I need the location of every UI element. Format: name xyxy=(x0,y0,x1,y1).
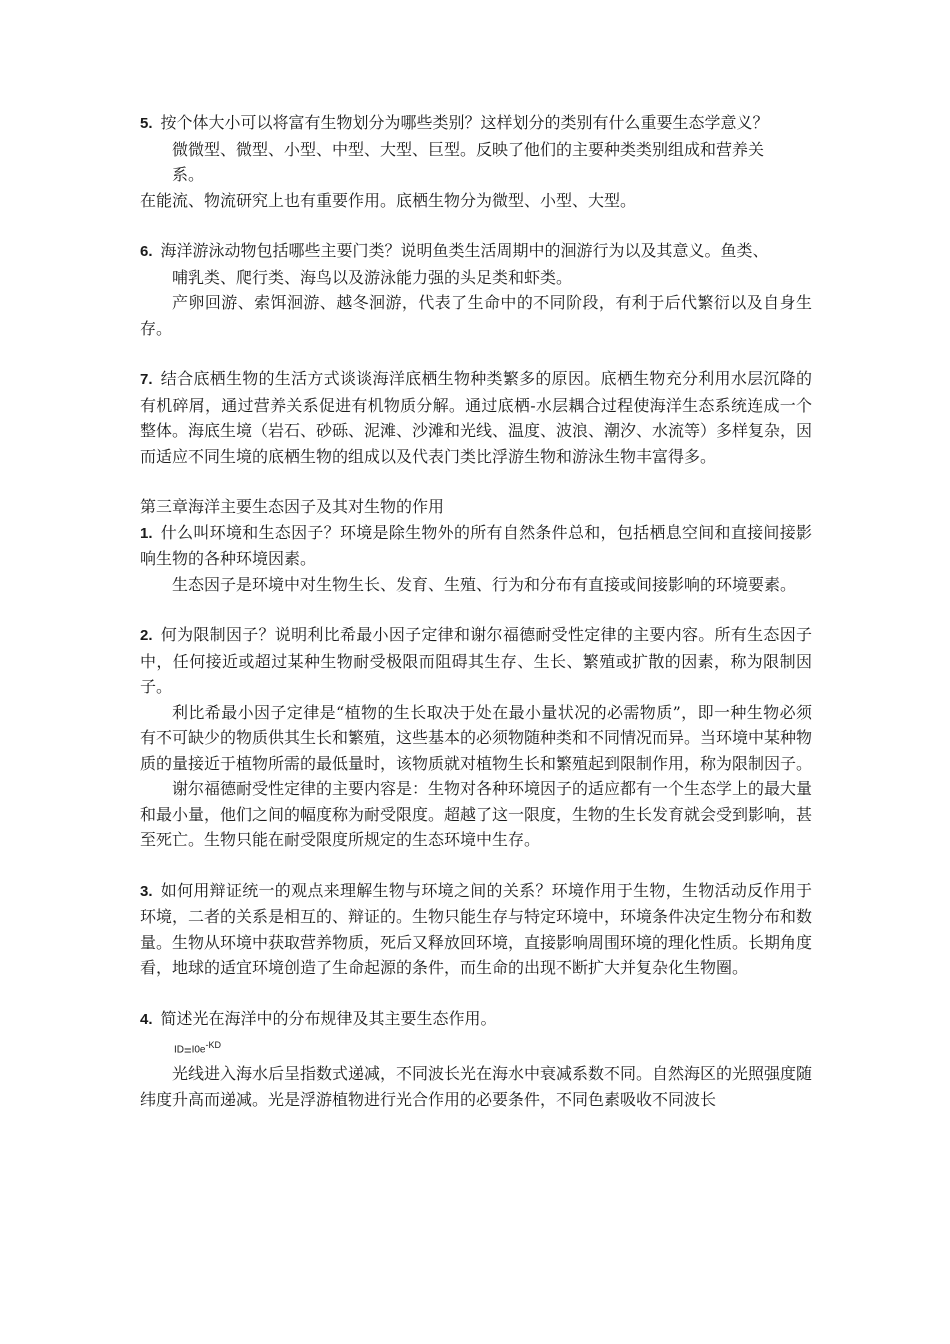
answer-paragraph: 产卵回游、索饵洄游、越冬洄游，代表了生命中的不同阶段，有利于后代繁衍以及自身生存。 xyxy=(140,293,812,338)
question-number: 3. xyxy=(140,882,153,900)
question-7-text xyxy=(140,366,812,469)
answer-line: 系。 xyxy=(172,165,205,184)
answer-paragraph: 利比希最小因子定律是“植物的生长取决于处在最小量状况的必需物质”，即一种生物必须有不可缺少的物质供其生长和繁殖，这些基本的必须物随种类和不同情况而异。当环境中某种物质的量接近于植物所需的最低量时，该物质就对植物生长和繁殖起到限制作用，称为限制因子。 xyxy=(140,702,813,773)
answer-paragraph: 光线进入海水后呈指数式递减，不同波长光在海水中衰减系数不同。自然海区的光照强度随纬度升高而递减。光是浮游植物进行光合作用的必要条件，不同色素吸收不同波长 xyxy=(140,1064,813,1109)
question-text: 海洋游泳动物包括哪些主要门类？说明鱼类生活周期中的洄游行为以及其意义。鱼类、 xyxy=(160,241,769,260)
question-6 xyxy=(140,238,812,341)
question-number: 4. xyxy=(140,1010,153,1028)
question-number: 5. xyxy=(140,115,153,132)
question-6-line xyxy=(140,238,812,265)
chapter-question-2 xyxy=(140,622,812,853)
question-5-line xyxy=(140,110,812,137)
question-text-block xyxy=(140,520,812,572)
question-text-block xyxy=(140,1006,812,1033)
formula-left: ID xyxy=(174,1044,184,1056)
formula-right: I0e xyxy=(191,1044,206,1056)
answer-line: 哺乳类、爬行类、海鸟以及游泳能力强的头足类和虾类。 xyxy=(172,267,573,287)
formula-equals: = xyxy=(184,1042,192,1058)
question-7 xyxy=(140,366,812,469)
chapter-title: 第三章海洋主要生态因子及其对生物的作用 xyxy=(140,497,445,516)
document-page xyxy=(140,110,812,1112)
question-text: 如何用辩证统一的观点来理解生物与环境之间的关系？环境作用于生物，生物活动反作用于环境，二者的关系是相互的、辩证的。生物只能生存与特定环境中，环境条件决定生物分布和数量。生物从环境中获取营养物质，死后又释放回环境，直接影响周围环境的理化性质。长期角度看，地球的适宜环境创造了生命起源的条件，而生命的出现不断扩大并复杂化生物圈。 xyxy=(140,880,813,977)
answer-paragraph: 谢尔福德耐受性定律的主要内容是：生物对各种环境因子的适应都有一个生态学上的最大量和最小量，他们之间的幅度称为耐受限度。超越了这一限度，生物的生长发育就会受到影响，甚至死亡。生物只能在耐受限度所规定的生态环境中生存。 xyxy=(140,779,813,849)
question-number: 6. xyxy=(140,243,153,260)
chapter-question-4 xyxy=(140,1006,812,1113)
question-text-block xyxy=(140,622,812,700)
question-text: 何为限制因子？说明利比希最小因子定律和谢尔福德耐受性定律的主要内容。所有生态因子中，任何接近或超过某种生物耐受极限而阻碍其生存、生长、繁殖或扩散的因素，称为限制因子。 xyxy=(140,625,812,696)
question-5 xyxy=(140,110,812,213)
question-number: 2. xyxy=(140,627,153,644)
question-text-block xyxy=(140,878,812,981)
answer-line: 微微型、微型、小型、中型、大型、巨型。反映了他们的主要种类类别组成和营养关 xyxy=(172,139,765,159)
question-text: 结合底栖生物的生活方式谈谈海洋底栖生物种类繁多的原因。底栖生物充分利用水层沉降的有机碎屑，通过营养关系促进有机物质分解。通过底栖-水层耦合过程使海洋生态系统连成一个整体。海底生境（岩石、砂砾、泥滩、沙滩和光线、温度、波浪、潮汐、水流等）多样复杂，因而适应不同生境的底栖生物的组成以及代表门类比浮游生物和游泳生物丰富得多。 xyxy=(140,369,813,466)
question-text: 简述光在海洋中的分布规律及其主要生态作用。 xyxy=(160,1008,497,1028)
question-number: 7. xyxy=(140,371,153,388)
question-text: 什么叫环境和生态因子？环境是除生物外的所有自然条件总和，包括栖息空间和直接间接影响生物的各种环境因素。 xyxy=(140,522,812,568)
question-number: 1. xyxy=(140,524,153,542)
chapter-question-1 xyxy=(140,520,812,598)
light-attenuation-formula xyxy=(140,1036,812,1059)
formula-exponent: -KD xyxy=(205,1040,221,1050)
answer-line: 在能流、物流研究上也有重要作用。底栖生物分为微型、小型、大型。 xyxy=(140,190,637,210)
answer-paragraph: 生态因子是环境中对生物生长、发育、生殖、行为和分布有直接或间接影响的环境要素。 xyxy=(172,574,797,594)
question-text: 按个体大小可以将富有生物划分为哪些类别？这样划分的类别有什么重要生态学意义？ xyxy=(160,113,769,132)
chapter-question-3 xyxy=(140,878,812,981)
